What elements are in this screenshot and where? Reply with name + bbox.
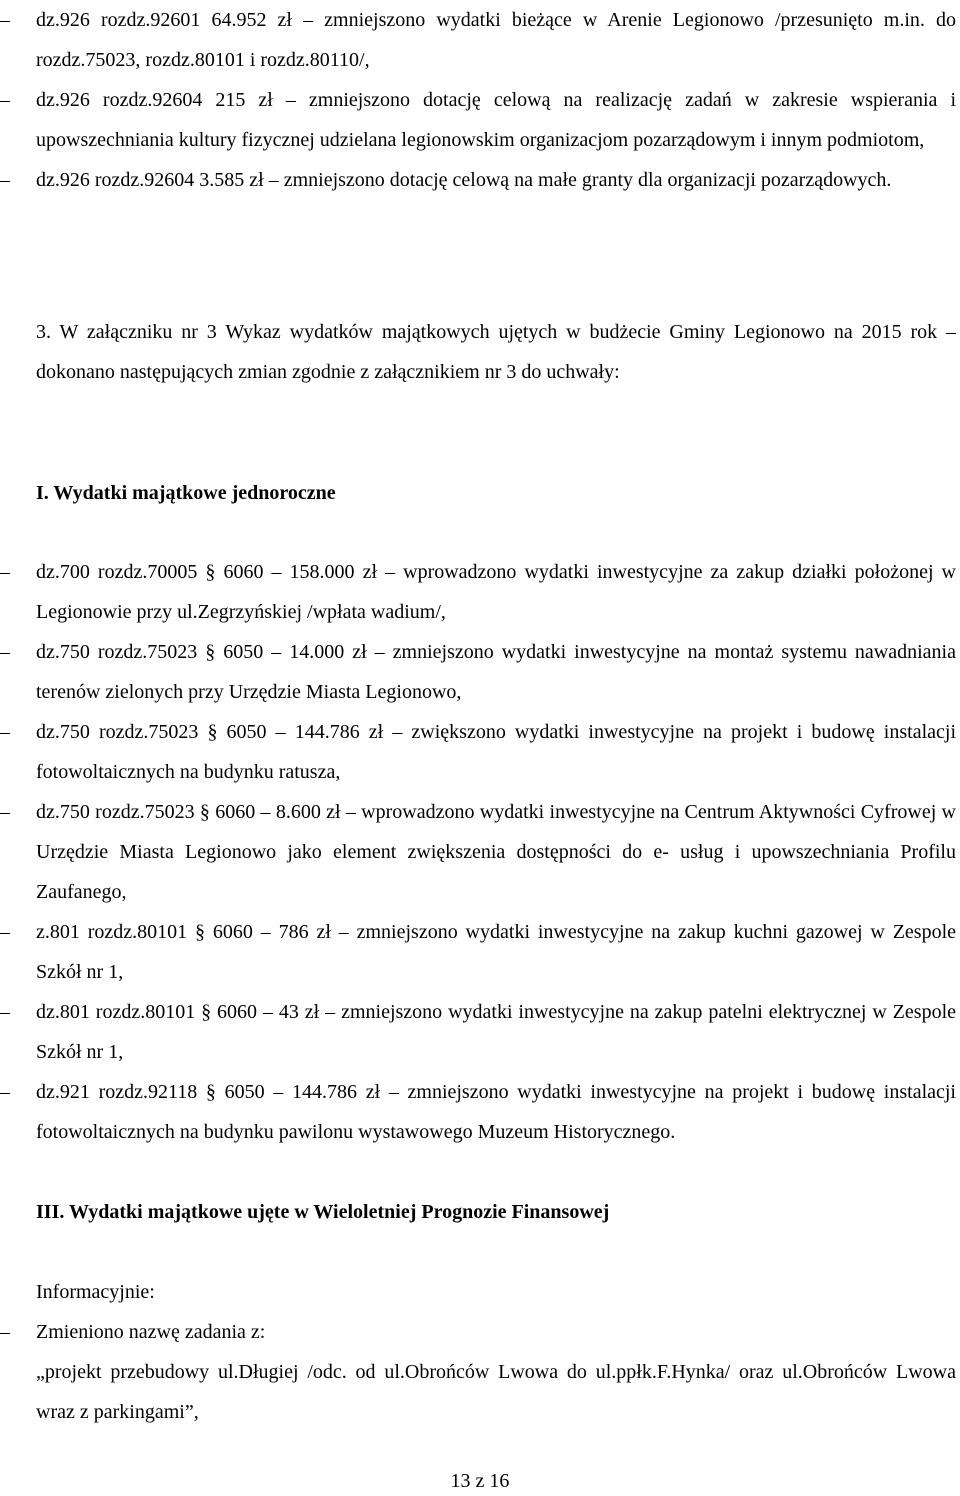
- section-3: [0, 312, 960, 392]
- list-dash: –: [0, 641, 10, 663]
- top-list: [0, 0, 960, 200]
- list-dash: –: [0, 801, 10, 823]
- section-heading-iii: III. Wydatki majątkowe ujęte w Wieloletniej Prognozie Finansowej: [36, 1201, 610, 1223]
- list-dash: –: [0, 9, 10, 31]
- list-dash: –: [0, 1081, 10, 1103]
- section-3-paragraph: 3. W załączniku nr 3 Wykaz wydatków majątkowych ujętych w budżecie Gminy Legionowo na 2015 rok – dokonano następujących zmian zgodnie z załącznikiem nr 3 do uchwały:: [36, 321, 956, 383]
- heading-iii-block: [0, 1192, 960, 1232]
- section-heading-i: I. Wydatki majątkowe jednoroczne: [36, 482, 336, 504]
- list-item: [0, 992, 960, 1072]
- list-item: [0, 0, 960, 80]
- investment-list: [0, 552, 960, 1152]
- list-dash: –: [0, 1001, 10, 1023]
- list-item-text: dz.926 rozdz.92604 215 zł – zmniejszono dotację celową na realizację zadań w zakresie wspierania i upowszechniania kultury fizycznej udzielana legionowskim organizacjom pozarządowym i innym podmiotom,: [36, 89, 956, 151]
- list-dash: –: [0, 921, 10, 943]
- list-dash: –: [0, 721, 10, 743]
- info-block: [0, 1272, 960, 1432]
- list-item: [0, 912, 960, 992]
- list-item-text: dz.926 rozdz.92604 3.585 zł – zmniejszono dotację celową na małe granty dla organizacji pozarządowych.: [36, 169, 892, 191]
- list-item: [0, 792, 960, 912]
- list-item: [0, 160, 960, 200]
- list-item: [0, 632, 960, 712]
- list-dash: –: [0, 169, 10, 191]
- list-item: [0, 1072, 960, 1152]
- list-item: [0, 552, 960, 632]
- list-item-text: dz.700 rozdz.70005 § 6060 – 158.000 zł – wprowadzono wydatki inwestycyjne za zakup działki położonej w Legionowie przy ul.Zegrzyńskiej /wpłata wadium/,: [36, 561, 956, 623]
- list-item-text: dz.750 rozdz.75023 § 6050 – 144.786 zł – zwiększono wydatki inwestycyjne na projekt i budowę instalacji fotowoltaicznych na budynku ratusza,: [36, 721, 956, 783]
- list-item-text: dz.750 rozdz.75023 § 6050 – 14.000 zł – zmniejszono wydatki inwestycyjne na montaż systemu nawadniania terenów zielonych przy Urzędzie Miasta Legionowo,: [36, 641, 956, 703]
- list-item-text: z.801 rozdz.80101 § 6060 – 786 zł – zmniejszono wydatki inwestycyjne na zakup kuchni gazowej w Zespole Szkół nr 1,: [36, 921, 956, 983]
- list-item-text: dz.801 rozdz.80101 § 6060 – 43 zł – zmniejszono wydatki inwestycyjne na zakup patelni elektrycznej w Zespole Szkół nr 1,: [36, 1001, 956, 1063]
- list-dash: –: [0, 1321, 10, 1343]
- list-item-text: dz.921 rozdz.92118 § 6050 – 144.786 zł – zmniejszono wydatki inwestycyjne na projekt i budowę instalacji fotowoltaicznych na budynku pawilonu wystawowego Muzeum Historycznego.: [36, 1081, 956, 1143]
- list-item-text: dz.926 rozdz.92601 64.952 zł – zmniejszono wydatki bieżące w Arenie Legionowo /przesunięto m.in. do rozdz.75023, rozdz.80101 i rozdz.80110/,: [36, 9, 956, 71]
- list-item-text: dz.750 rozdz.75023 § 6060 – 8.600 zł – wprowadzono wydatki inwestycyjne na Centrum Aktywności Cyfrowej w Urzędzie Miasta Legionowo jako element zwiększenia dostępności do e- usług i upowszechniania Profilu Zaufanego,: [36, 801, 956, 903]
- rename-item: [0, 1312, 960, 1352]
- list-item: [0, 712, 960, 792]
- info-label: Informacyjnie:: [36, 1281, 155, 1303]
- list-item: [0, 80, 960, 160]
- page-number: 13 z 16: [450, 1470, 510, 1492]
- rename-item-text: Zmieniono nazwę zadania z:: [36, 1321, 266, 1343]
- list-dash: –: [0, 561, 10, 583]
- heading-i-block: [0, 473, 960, 513]
- list-dash: –: [0, 89, 10, 111]
- quoted-task-name: „projekt przebudowy ul.Długiej /odc. od ul.Obrońców Lwowa do ul.ppłk.F.Hynka/ oraz ul.Obrońców Lwowa wraz z parkingami”,: [36, 1361, 956, 1423]
